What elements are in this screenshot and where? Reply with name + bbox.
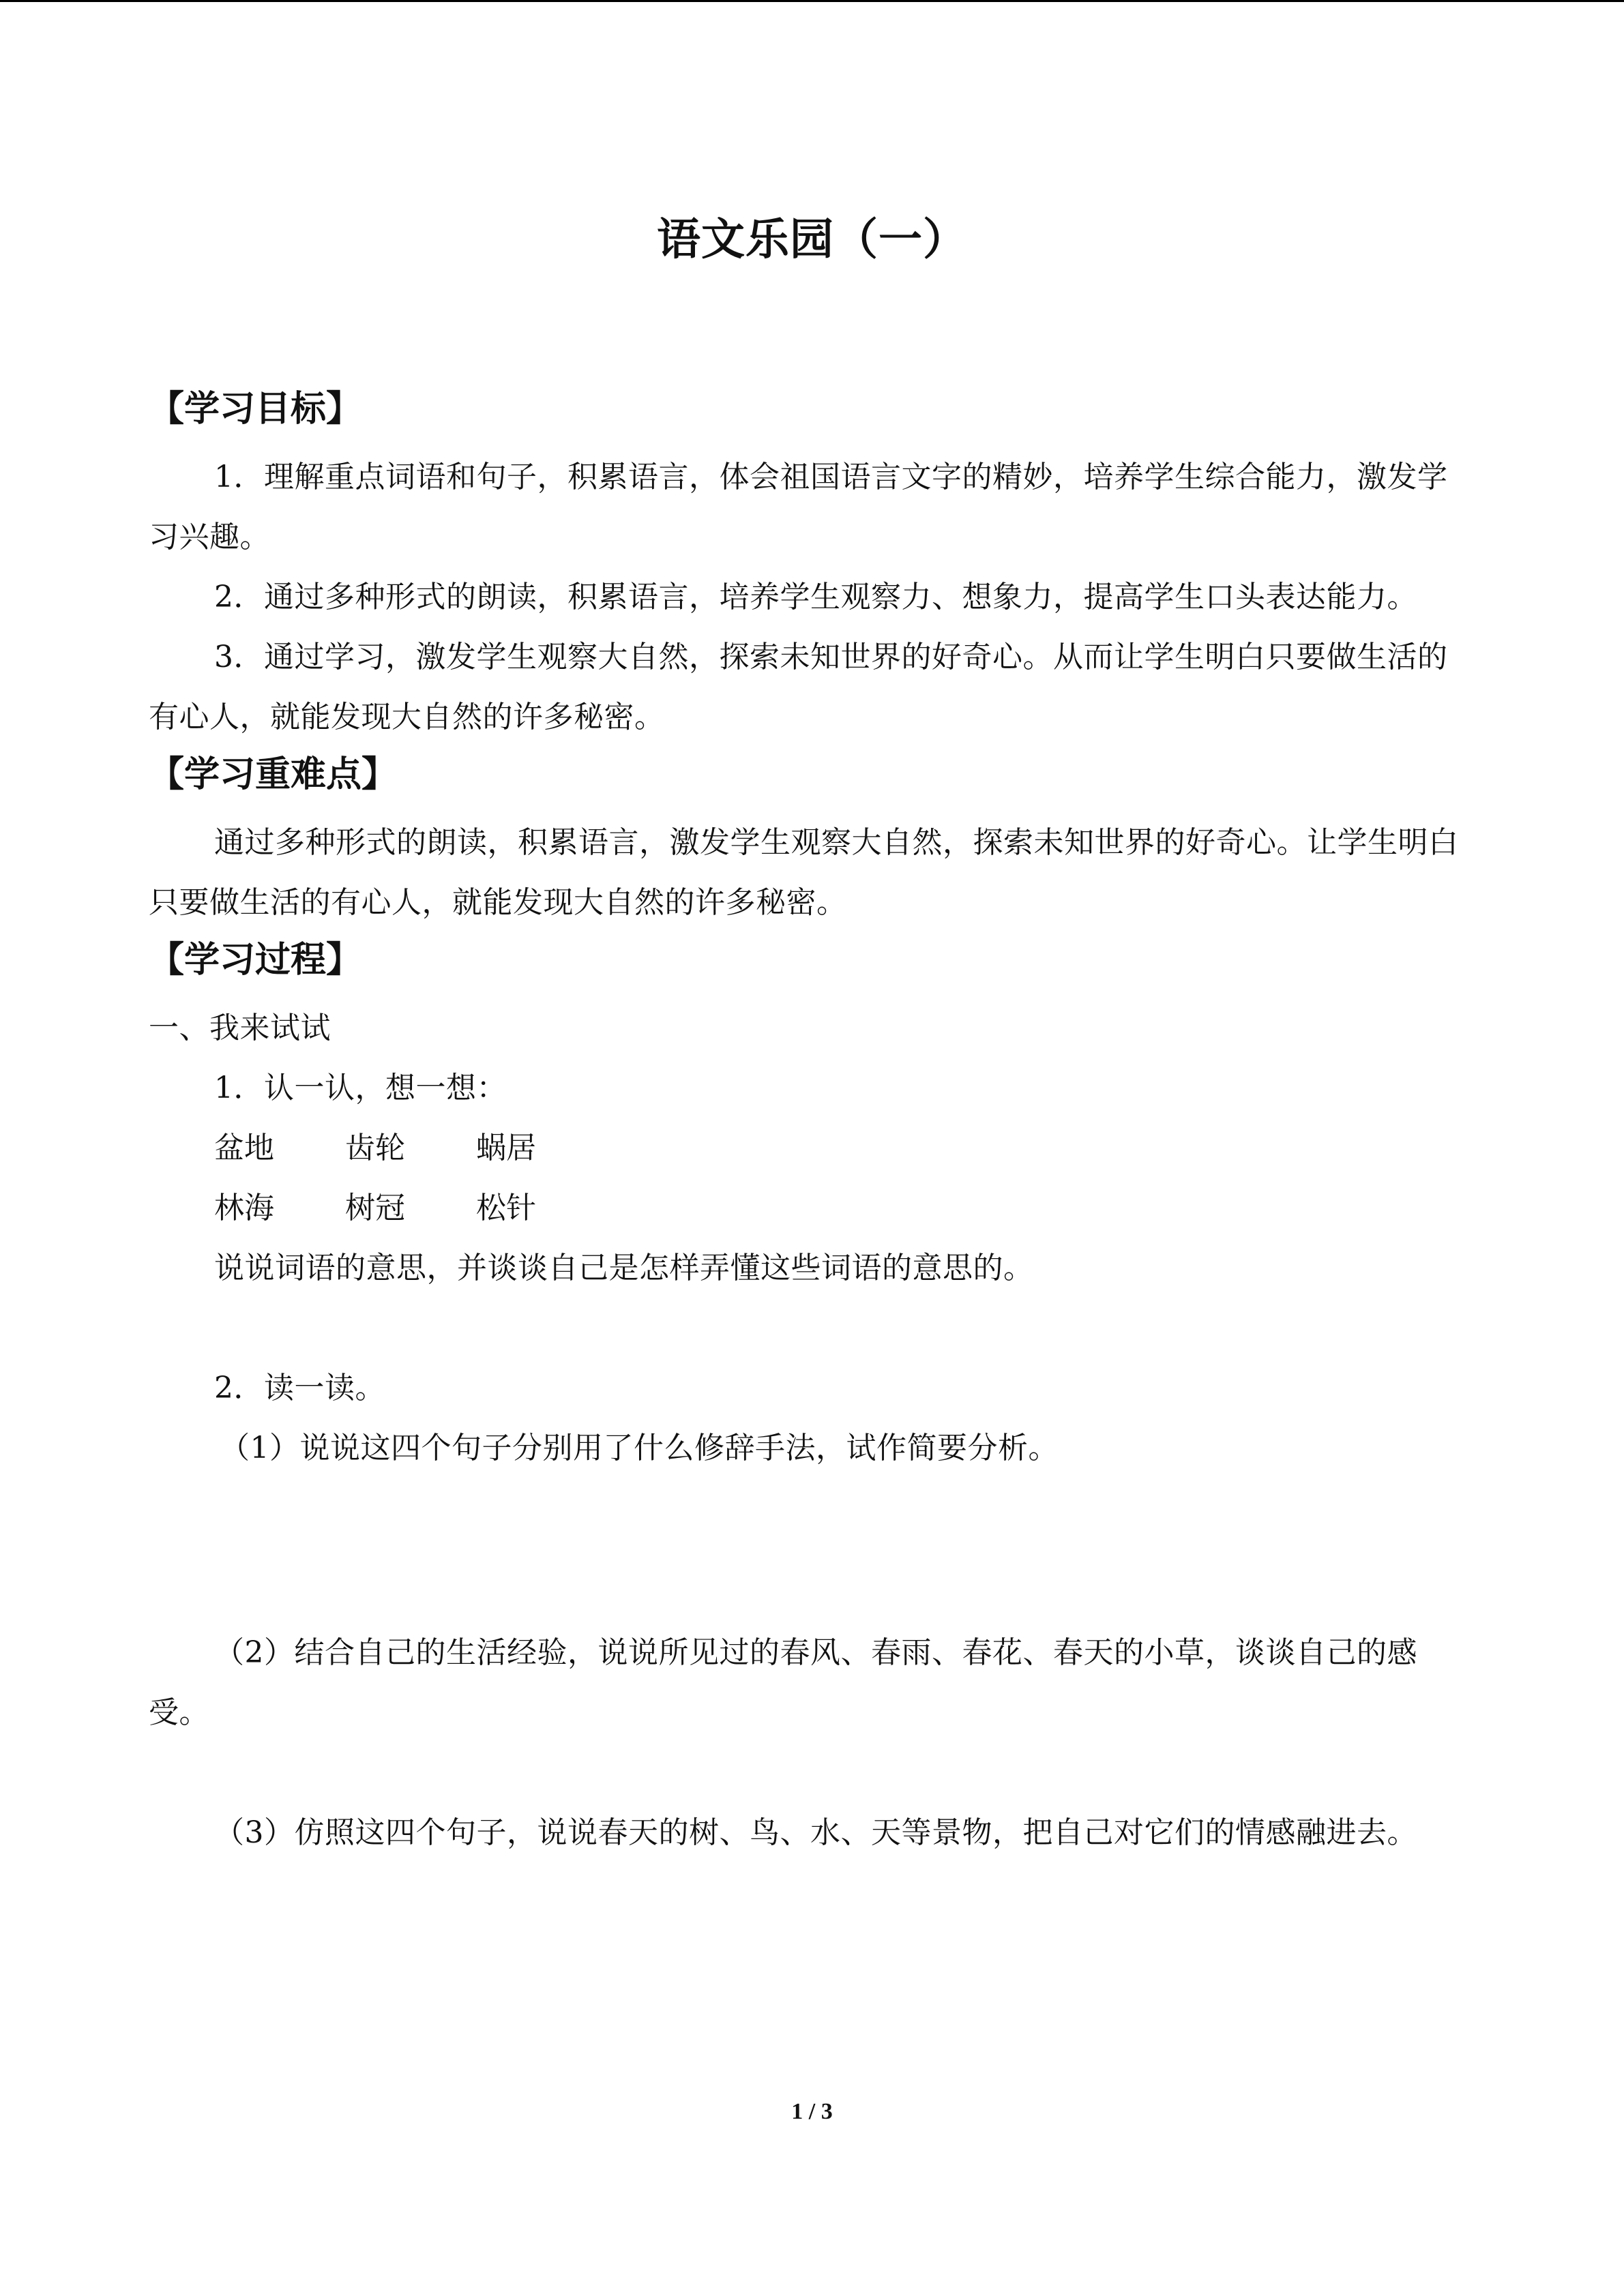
question-2-sub-1: （1）说说这四个句子分别用了什么修辞手法，试作简要分析。	[220, 1431, 1059, 1465]
section-heading-goals: 【学习目标】	[149, 389, 362, 430]
question-1-instruction: 说说词语的意思，并谈谈自己是怎样弄懂这些词语的意思的。	[214, 1251, 1034, 1285]
top-border-line	[0, 0, 1624, 2]
part1-title: 一、我来试试	[149, 1011, 331, 1045]
goal-item-1: 1．理解重点词语和句子，积累语言，体会祖国语言文字的精妙，培养学生综合能力，激发学习兴趣。	[149, 460, 1448, 554]
word-item: 盆地	[214, 1131, 274, 1165]
word-item: 齿轮	[345, 1131, 405, 1165]
key-points-text: 通过多种形式的朗读，积累语言，激发学生观察大自然，探索未知世界的好奇心。让学生明白只要做生活的有心人，就能发现大自然的许多秘密。	[149, 825, 1459, 920]
section-heading-key-points: 【学习重难点】	[149, 754, 398, 795]
word-item: 树冠	[345, 1191, 405, 1225]
question-2-sub-3: （3）仿照这四个句子，说说春天的树、鸟、水、天等景物，把自己对它们的情感融进去。	[214, 1815, 1417, 1850]
section-heading-process: 【学习过程】	[149, 940, 362, 981]
question-2-title: 2．读一读。	[214, 1371, 385, 1405]
page-title: 语文乐园（一）	[657, 215, 967, 265]
document-body	[149, 382, 1475, 1863]
word-item: 林海	[214, 1191, 274, 1225]
word-row-1	[149, 1118, 1475, 1178]
word-item: 松针	[476, 1191, 536, 1225]
question-2-sub-2: （2）结合自己的生活经验，说说所见过的春风、春雨、春花、春天的小草，谈谈自己的感受。	[149, 1635, 1417, 1730]
page-number: 1 / 3	[791, 2099, 833, 2124]
goal-item-2: 2．通过多种形式的朗读，积累语言，培养学生观察力、想象力，提高学生口头表达能力。	[214, 580, 1417, 614]
question-1-title: 1．认一认，想一想：	[214, 1071, 507, 1105]
word-item: 蜗居	[476, 1131, 536, 1165]
word-row-2	[149, 1178, 1475, 1238]
goal-item-3: 3．通过学习，激发学生观察大自然，探索未知世界的好奇心。从而让学生明白只要做生活的有心人，就能发现大自然的许多秘密。	[149, 640, 1448, 734]
